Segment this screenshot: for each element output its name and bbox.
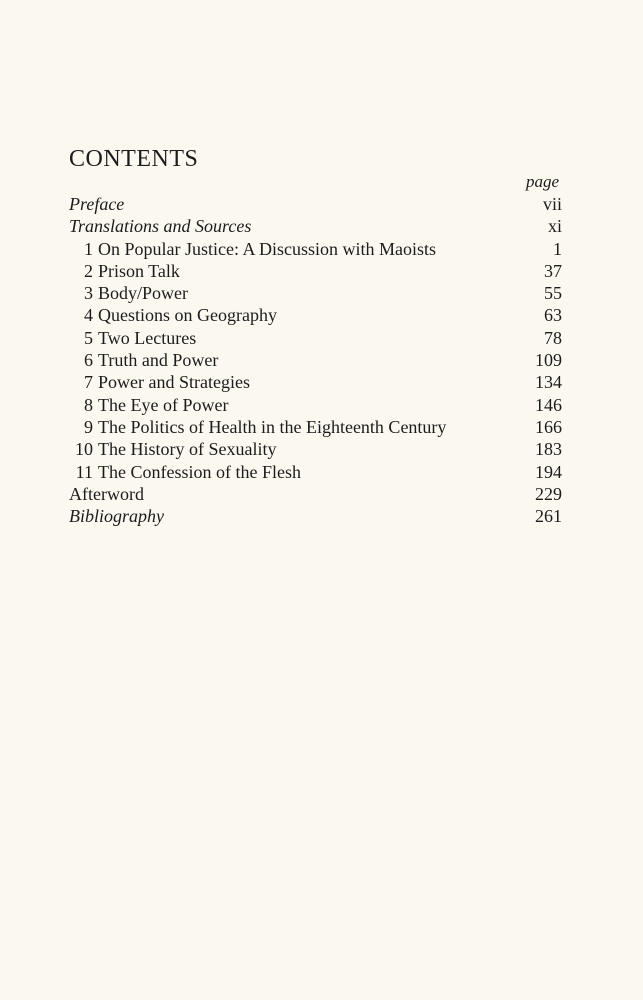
toc-entry [69,461,562,483]
toc-entry-number: 7 [84,372,93,393]
toc-entry [69,238,562,260]
toc-entry-page: 183 [535,439,562,460]
toc-entry [69,349,562,371]
toc-entry-number: 4 [84,305,93,326]
toc-entry-page: 55 [544,283,562,304]
toc-entry [69,304,562,326]
toc-entry-title: On Popular Justice: A Discussion with Maoists [98,238,437,259]
toc-entry-title: Power and Strategies [98,372,250,393]
toc-entry-page: 78 [544,327,562,348]
toc-entry-page: 1 [553,238,562,259]
toc-entry-number: 11 [75,461,93,482]
toc-entry-page: 109 [535,350,562,371]
toc-entry [69,215,562,237]
toc-entry [69,394,562,416]
toc-entry-page: 63 [544,305,562,326]
table-of-contents [69,193,562,527]
toc-entry-number: 10 [75,439,93,460]
toc-entry-page: 134 [535,372,562,393]
toc-entry-page: 37 [544,260,562,281]
toc-entry-title: Questions on Geography [98,305,277,326]
toc-entry [69,416,562,438]
toc-entry-title: The Confession of the Flesh [98,461,301,482]
toc-entry-number: 2 [84,260,93,281]
toc-entry-title: Two Lectures [98,327,197,348]
toc-entry-title: Preface [69,194,125,214]
toc-entry [69,260,562,282]
toc-entry-page: 261 [535,506,562,527]
contents-heading: CONTENTS [69,146,199,172]
toc-entry [69,505,562,527]
toc-entry [69,483,562,505]
toc-entry-page: vii [542,194,562,214]
toc-entry [69,193,562,215]
toc-entry-page: 229 [535,483,562,504]
toc-entry-number: 9 [84,416,93,437]
toc-entry [69,327,562,349]
toc-entry-number: 3 [84,283,93,304]
toc-entry-title: The History of Sexuality [98,439,277,460]
toc-entry [69,282,562,304]
toc-entry-page: xi [547,216,562,237]
toc-entry-title: The Eye of Power [98,394,229,415]
toc-entry-page: 194 [535,461,562,482]
toc-entry-number: 5 [84,327,93,348]
toc-entry-page: 146 [535,394,562,415]
toc-entry-title: Body/Power [98,283,188,304]
toc-entry-title: Prison Talk [98,260,180,281]
toc-entry-number: 1 [84,238,93,259]
toc-entry-title: Afterword [69,483,144,504]
toc-entry-title: Translations and Sources [69,216,252,237]
toc-entry-title: Truth and Power [98,350,219,371]
toc-entry-number: 8 [84,394,93,415]
toc-entry-page: 166 [535,416,562,437]
toc-entry [69,438,562,460]
toc-entry-number: 6 [84,350,93,371]
toc-entry-title: The Politics of Health in the Eighteenth Century [98,416,447,437]
toc-entry-title: Bibliography [69,506,164,527]
toc-entry [69,371,562,393]
page-column-label: page [525,172,559,191]
